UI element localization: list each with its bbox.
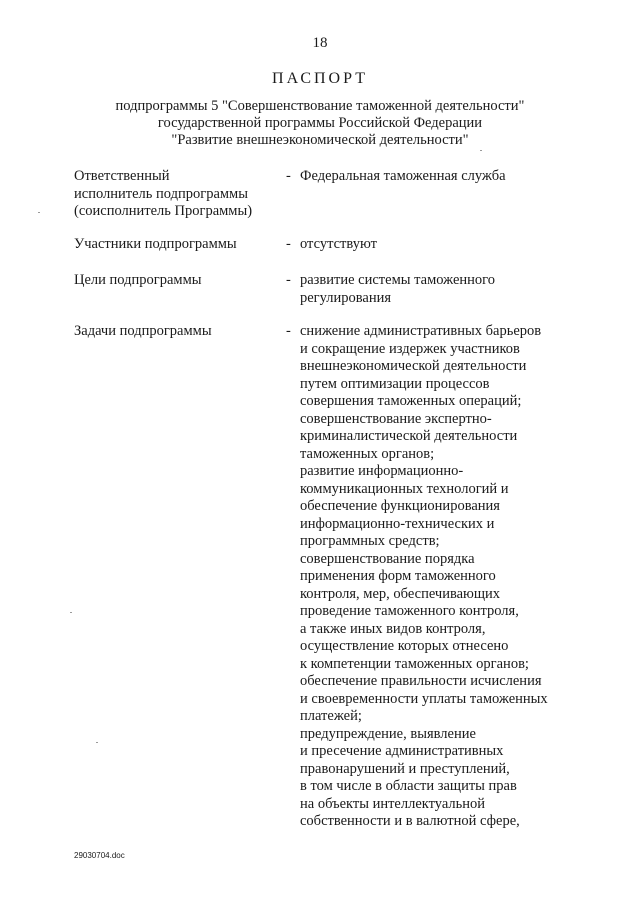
row-dash: -	[286, 323, 291, 339]
row-value-line: к компетенции таможенных органов;	[300, 655, 529, 672]
row-value-line: криминалистической деятельности	[300, 428, 518, 444]
row-value-line: снижение административных барьеров	[300, 323, 542, 339]
row-value-line: совершенствование экспертно-	[300, 410, 492, 427]
row-value-line: проведение таможенного контроля,	[300, 603, 519, 619]
row-value-line: внешнеэкономической деятельности	[300, 358, 527, 374]
row-label	[74, 272, 274, 290]
row-value-line: применения форм таможенного	[300, 568, 496, 584]
row-value	[300, 168, 575, 186]
row-value-line: совершения таможенных операций;	[300, 393, 522, 409]
row-value-line: обеспечение функционирования	[300, 498, 500, 514]
page-number: 18	[312, 35, 328, 51]
row-value-line: регулирования	[300, 289, 392, 306]
row-value-line: платежей;	[300, 708, 362, 724]
row-label-line: исполнитель подпрограммы	[74, 185, 248, 202]
subtitle-line: "Развитие внешнеэкономической деятельности"	[171, 132, 469, 148]
row-value-line: а также иных видов контроля,	[300, 620, 486, 637]
row-value-line: развитие системы таможенного	[300, 272, 496, 288]
row-label	[74, 168, 274, 221]
row-value-line: путем оптимизации процессов	[300, 375, 490, 392]
row-value-line: осуществление которых отнесено	[300, 638, 509, 654]
scan-speck	[38, 212, 40, 213]
row-value-line: предупреждение, выявление	[300, 725, 476, 742]
scan-speck	[96, 742, 98, 743]
row-value-line: и своевременности уплаты таможенных	[300, 690, 548, 707]
document-subtitle	[0, 98, 640, 149]
row-value-line: контроля, мер, обеспечивающих	[300, 585, 501, 602]
row-label	[74, 236, 274, 254]
file-name-footer: 29030704.doc	[74, 851, 125, 860]
row-label-line: Цели подпрограммы	[74, 272, 202, 288]
subtitle-line: государственной программы Российской Федерации	[157, 115, 483, 131]
row-value-line: коммуникационных технологий и	[300, 480, 509, 497]
document-title: ПАСПОРТ	[272, 70, 368, 87]
row-label-line: Ответственный	[74, 168, 170, 184]
row-label-line: (соисполнитель Программы)	[74, 203, 253, 219]
row-value	[300, 236, 575, 254]
row-value-line: в том числе в области защиты прав	[300, 778, 517, 794]
row-value-line: информационно-технических и	[300, 515, 495, 532]
scan-speck	[480, 150, 482, 151]
row-dash: -	[286, 168, 291, 184]
subtitle-line: подпрограммы 5 "Совершенствование таможенной деятельности"	[115, 98, 525, 114]
row-value-line: собственности и в валютной сфере,	[300, 813, 520, 829]
row-value-line: развитие информационно-	[300, 463, 464, 479]
row-value-line: на объекты интеллектуальной	[300, 795, 486, 812]
row-value	[300, 272, 575, 307]
row-value-line: и сокращение издержек участников	[300, 340, 520, 357]
row-value-line: совершенствование порядка	[300, 550, 475, 567]
row-label-line: Участники подпрограммы	[74, 236, 237, 252]
row-dash: -	[286, 236, 291, 252]
row-value-line: Федеральная таможенная служба	[300, 168, 506, 184]
row-dash: -	[286, 272, 291, 288]
row-label-line: Задачи подпрограммы	[74, 323, 212, 339]
row-value-line: правонарушений и преступлений,	[300, 760, 510, 777]
row-label	[74, 323, 274, 341]
row-value-line: таможенных органов;	[300, 445, 435, 462]
row-value-line: программных средств;	[300, 533, 440, 549]
row-value-line: отсутствуют	[300, 236, 377, 252]
row-value-line: обеспечение правильности исчисления	[300, 673, 542, 689]
row-value	[300, 323, 575, 831]
row-value-line: и пресечение административных	[300, 743, 504, 759]
scan-speck	[70, 612, 72, 613]
